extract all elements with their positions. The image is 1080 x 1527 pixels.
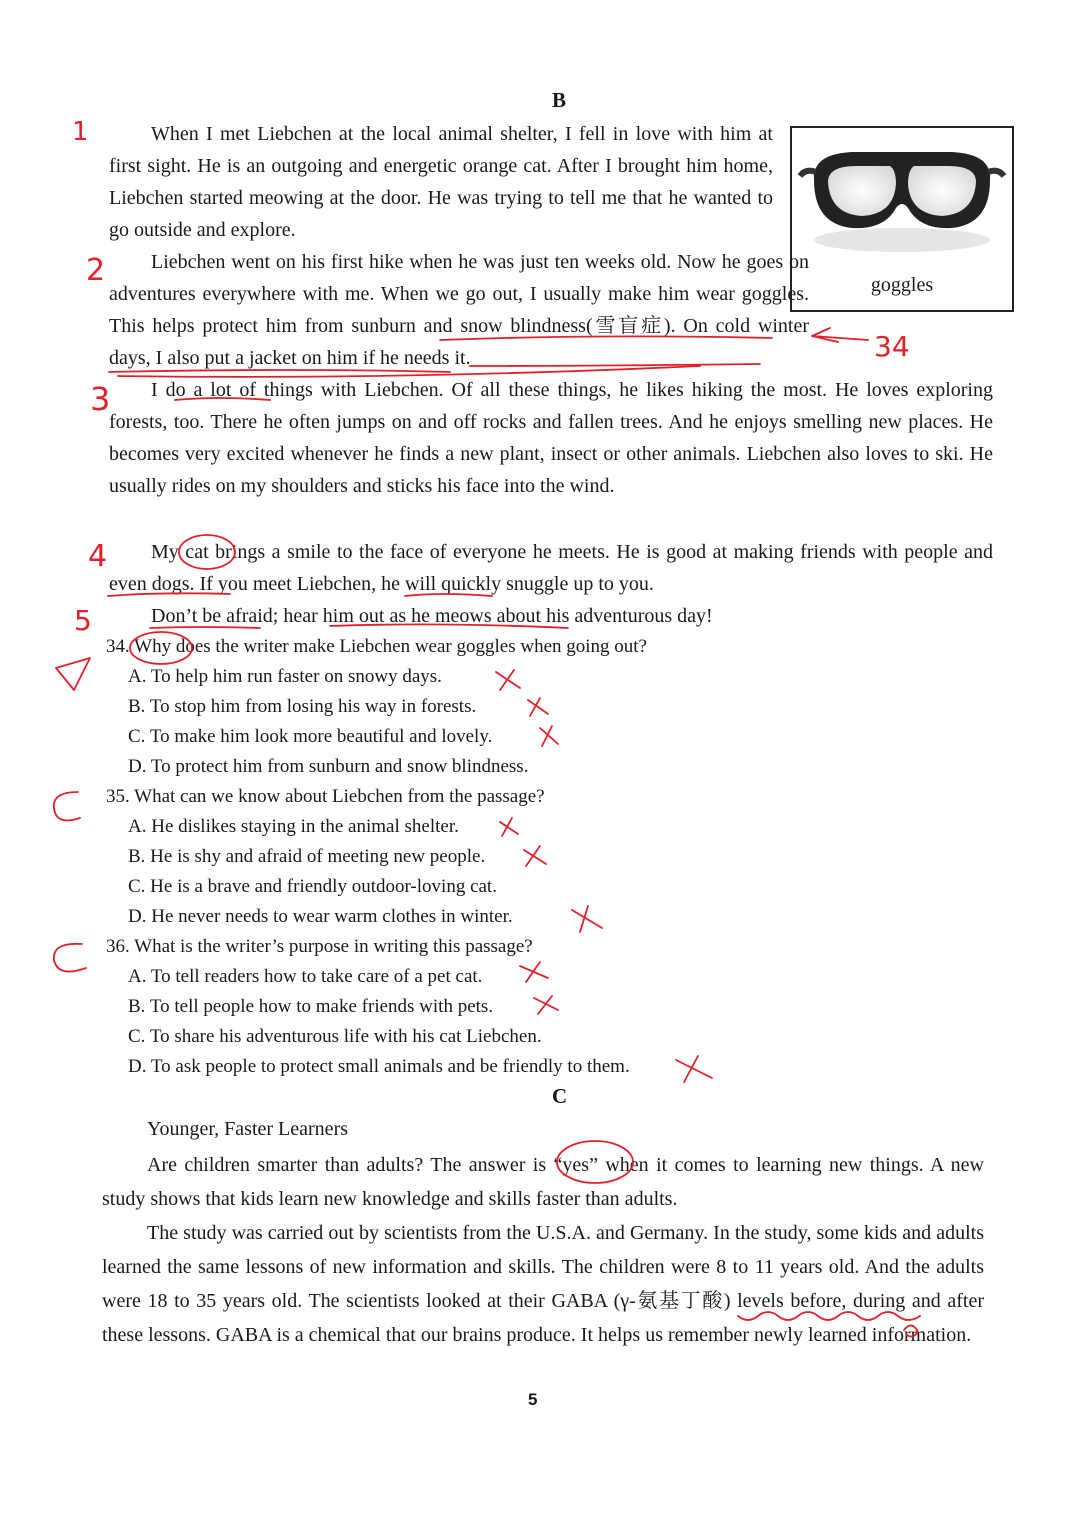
- option-c: C. He is a brave and friendly outdoor-loving cat.: [128, 876, 497, 897]
- paragraph-number-2: 2: [86, 253, 106, 288]
- question-35: [106, 782, 806, 932]
- section-c-paragraph-1: Are children smarter than adults? The answer is “yes” when it comes to learning new things. A new study shows that kids learn new knowledge and skills faster than adults.: [102, 1154, 984, 1210]
- question-stem: 36. What is the writer’s purpose in writing this passage?: [106, 936, 533, 957]
- answer-mark-36: [54, 944, 86, 972]
- arrow-note: 34: [874, 330, 910, 363]
- option-a: A. To tell readers how to take care of a pet cat.: [128, 966, 483, 987]
- question-36: [106, 932, 866, 1082]
- question-stem: 35. What can we know about Liebchen from the passage?: [106, 786, 545, 807]
- answer-mark-35: [54, 792, 80, 820]
- section-b-paragraph-3: I do a lot of things with Liebchen. Of all these things, he likes hiking the most. He loves exploring forests, too. There he often jumps on and off rocks and fallen trees. And he enjoys smelling new places. He becomes very excited whenever he finds a new plant, insect or other animals. Liebchen also loves to ski. He usually rides on my shoulders and sticks his face into the wind.: [109, 379, 993, 497]
- answer-mark-34: [56, 658, 90, 690]
- option-d: D. To protect him from sunburn and snow blindness.: [128, 756, 529, 777]
- option-c: C. To make him look more beautiful and lovely.: [128, 726, 493, 747]
- question-34: [106, 632, 806, 782]
- section-b-paragraph-2: Liebchen went on his first hike when he was just ten weeks old. Now he goes on adventures everywhere with me. When we go out, I usually make him wear goggles. This helps protect him from sunburn and snow blindness(雪盲症). On cold winter days, I also put a jacket on him if he needs it.: [109, 251, 809, 369]
- section-b-paragraph-4: My cat brings a smile to the face of everyone he meets. He is good at making friends with people and even dogs. If you meet Liebchen, he will quickly snuggle up to you.: [109, 541, 993, 595]
- section-b-heading: B: [552, 88, 567, 112]
- option-b: B. He is shy and afraid of meeting new people.: [128, 846, 486, 867]
- question-stem: 34. Why does the writer make Liebchen wear goggles when going out?: [106, 636, 647, 657]
- section-c-heading: C: [552, 1084, 568, 1108]
- arrow-mark: [812, 328, 868, 342]
- section-c-paragraph-2: The study was carried out by scientists from the U.S.A. and Germany. In the study, some kids and adults learned the same lessons of new information and skills. The children were 8 to 11 years old. And the adults were 18 to 35 years old. The scientists looked at their GABA (γ-氨基丁酸) levels before, during and after these lessons. GABA is a chemical that our brains produce. It helps us remember newly learned information.: [102, 1222, 984, 1346]
- page-number: 5: [528, 1390, 538, 1409]
- option-b: B. To tell people how to make friends with pets.: [128, 996, 494, 1017]
- option-c: C. To share his adventurous life with his cat Liebchen.: [128, 1026, 542, 1047]
- option-b: B. To stop him from losing his way in forests.: [128, 696, 477, 717]
- figure-caption: goggles: [870, 274, 934, 296]
- option-d: D. To ask people to protect small animals and be friendly to them.: [128, 1056, 630, 1077]
- paragraph-number-4: 4: [88, 539, 108, 574]
- section-b-paragraph-1: When I met Liebchen at the local animal shelter, I fell in love with him at first sight. He is an outgoing and energetic orange cat. After I brought him home, Liebchen started meowing at the door. He was trying to tell me that he wanted to go outside and explore.: [109, 123, 773, 241]
- goggles-figure: [790, 126, 1014, 312]
- option-a: A. To help him run faster on snowy days.: [128, 666, 442, 687]
- paragraph-number-1: 1: [72, 117, 89, 147]
- option-d: D. He never needs to wear warm clothes in winter.: [128, 906, 513, 927]
- goggles-icon: [792, 128, 1012, 268]
- passage-title: Younger, Faster Learners: [147, 1118, 349, 1140]
- section-b-paragraph-5: Don’t be afraid; hear him out as he meows about his adventurous day!: [151, 605, 713, 627]
- paragraph-number-3: 3: [90, 380, 111, 418]
- option-a: A. He dislikes staying in the animal shelter.: [128, 816, 459, 837]
- paragraph-number-5: 5: [74, 604, 92, 637]
